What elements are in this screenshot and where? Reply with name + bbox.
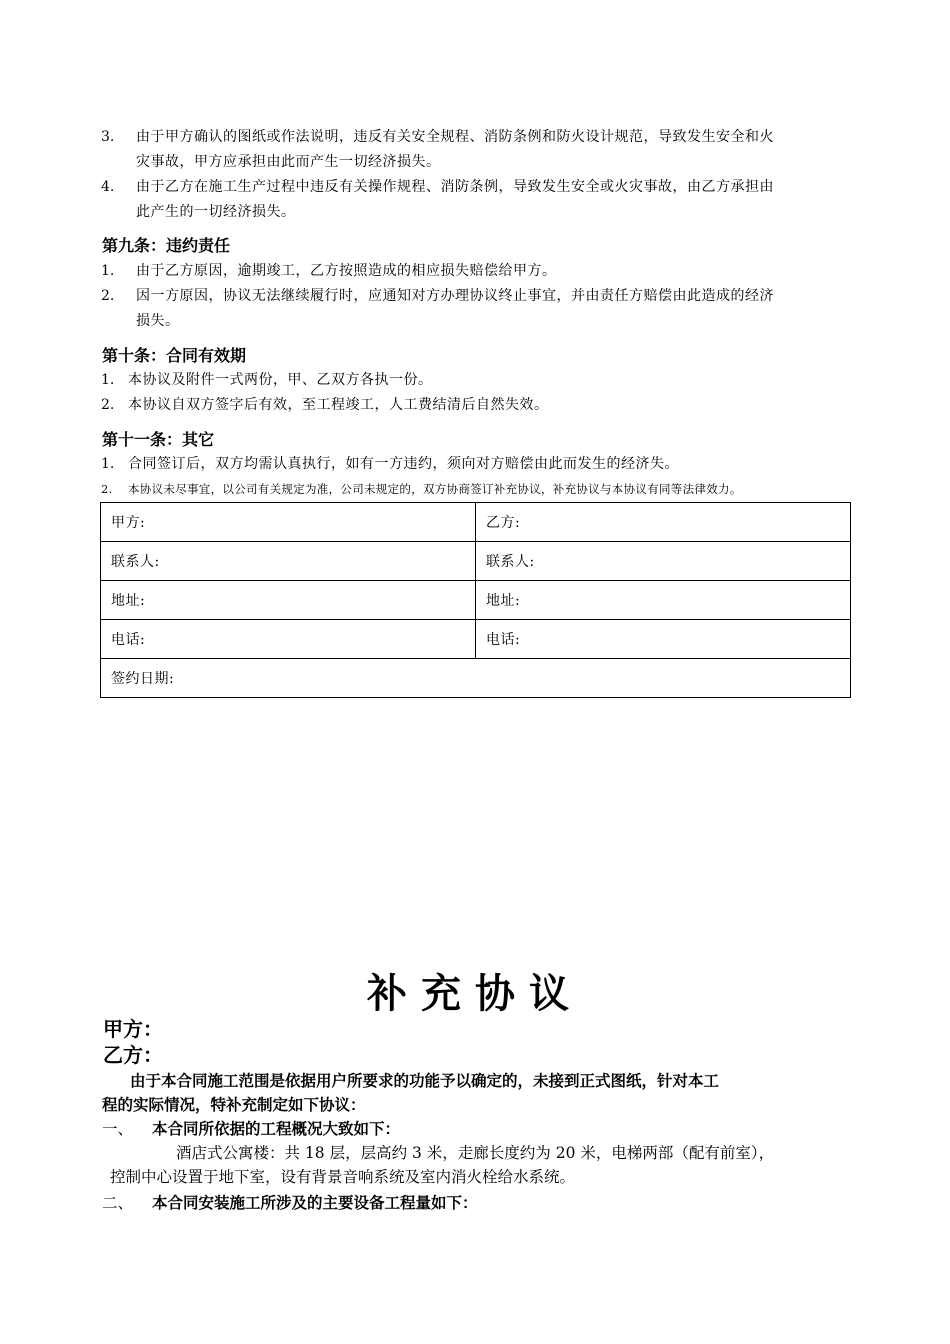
party-a-cell: 甲方: [101, 503, 476, 542]
supplement-intro: 由于本合同施工范围是依据用户所要求的功能予以确定的，未接到正式图纸，针对本工 [130, 1072, 720, 1090]
clause-text: 灾事故，甲方应承担由此而产生一切经济损失。 [136, 154, 441, 170]
item-number: 4. [101, 179, 115, 195]
item-number: 3. [101, 129, 115, 145]
clause-text: 本协议自双方签字后有效，至工程竣工，人工费结清后自然失效。 [128, 397, 549, 413]
clause-text: 因一方原因，协议无法继续履行时，应通知对方办理协议终止事宜，并由责任方赔偿由此造成的经济 [136, 288, 774, 304]
supplement-detail: 控制中心设置于地下室，设有背景音响系统及室内消火栓给水系统。 [110, 1168, 576, 1186]
item-number: 2. [101, 288, 115, 304]
signature-table [100, 502, 851, 698]
address-a-cell: 地址: [101, 581, 476, 620]
clause-text: 合同签订后，双方均需认真执行，如有一方违约，须向对方赔偿由此而发生的经济失。 [128, 456, 679, 472]
phone-a-cell: 电话: [101, 620, 476, 659]
section-heading: 第十一条：其它 [102, 430, 215, 449]
phone-b-cell: 电话: [476, 620, 851, 659]
supplement-detail: 酒店式公寓楼：共 18 层，层高约 3 米，走廊长度约为 20 米，电梯两部（配有前室）， [176, 1144, 775, 1162]
item-number: 1. [101, 263, 115, 279]
supplement-item-number: 一、 [102, 1120, 134, 1138]
section-heading: 第九条：违约责任 [102, 236, 231, 255]
sign-date-cell: 签约日期: [101, 659, 851, 698]
item-number: 2. [101, 397, 115, 413]
clause-text: 由于乙方原因，逾期竣工，乙方按照造成的相应损失赔偿给甲方。 [136, 263, 557, 279]
item-number: 2. [101, 482, 113, 496]
contact-a-cell: 联系人: [101, 542, 476, 581]
item-number: 1. [101, 456, 115, 472]
clause-text: 本协议未尽事宜，以公司有关规定为准，公司未规定的，双方协商签订补充协议，补充协议与本协议有同等法律效力。 [128, 482, 742, 496]
supplement-title: 补充协议 [367, 971, 583, 1017]
supplement-intro: 程的实际情况，特补充制定如下协议： [102, 1096, 366, 1114]
clause-text: 此产生的一切经济损失。 [136, 204, 296, 220]
clause-text: 由于乙方在施工生产过程中违反有关操作规程、消防条例，导致发生安全或火灾事故，由乙方承担由 [136, 179, 774, 195]
address-b-cell: 地址: [476, 581, 851, 620]
supplement-item-text: 本合同安装施工所涉及的主要设备工程量如下： [152, 1194, 478, 1212]
contact-b-cell: 联系人: [476, 542, 851, 581]
supplement-item-text: 本合同所依据的工程概况大致如下： [152, 1120, 401, 1138]
supplement-party-a: 甲方： [103, 1017, 163, 1041]
clause-text: 损失。 [136, 313, 180, 329]
supplement-item-number: 二、 [102, 1194, 134, 1212]
supplement-party-b: 乙方： [103, 1043, 163, 1067]
clause-text: 由于甲方确认的图纸或作法说明，违反有关安全规程、消防条例和防火设计规范，导致发生安全和火 [136, 129, 774, 145]
section-heading: 第十条：合同有效期 [102, 346, 247, 365]
clause-text: 本协议及附件一式两份，甲、乙双方各执一份。 [128, 372, 433, 388]
item-number: 1. [101, 372, 115, 388]
party-b-cell: 乙方: [476, 503, 851, 542]
